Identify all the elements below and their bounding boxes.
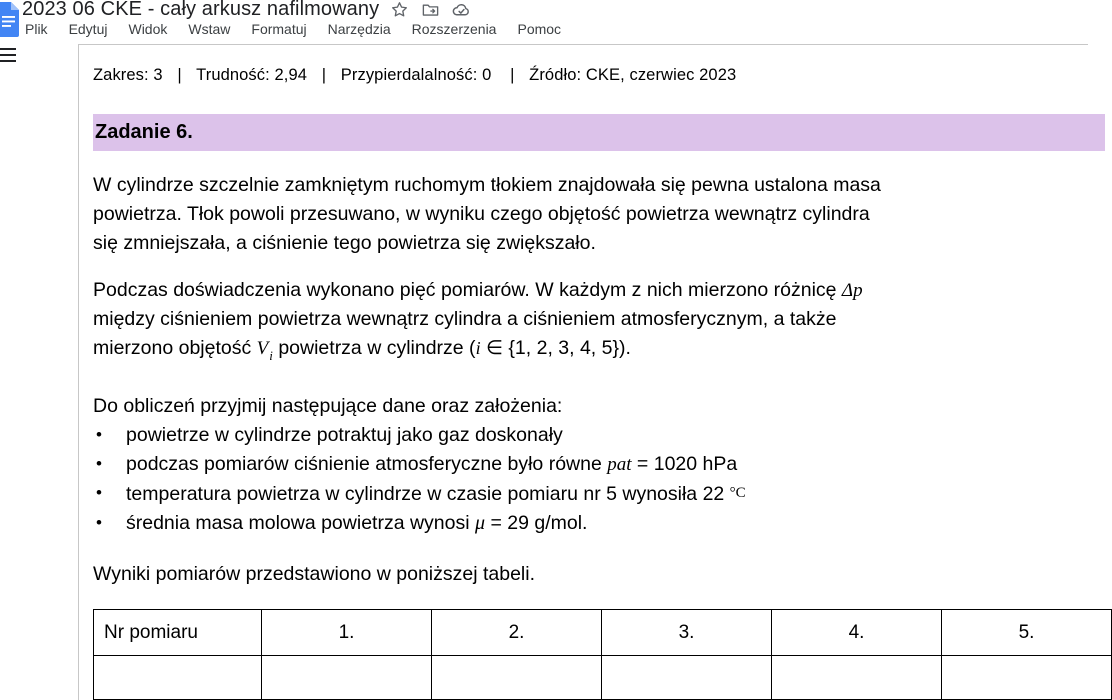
menu-item-pomoc[interactable]: Pomoc [517,21,562,37]
measurements-table[interactable] [93,609,1112,700]
paragraph-1 [93,171,1088,258]
table-cell-empty [262,656,432,700]
degrees-celsius-unit: °C [729,485,746,501]
google-docs-icon[interactable] [0,1,23,37]
assumption-2-text: podczas pomiarów ciśnienie atmosferyczne było równe [126,453,608,475]
paragraph-1-line-3: się zmniejszała, a ciśnienie tego powietrza się zwiększało. [93,232,596,254]
zrodlo-value: CKE, czerwiec 2023 [585,66,737,84]
menu-item-formatuj[interactable]: Formatuj [251,21,307,37]
metadata-line [93,64,1088,86]
mu-symbol: μ [474,512,486,534]
paragraph-2-line-3-text-c: ∈ {1, 2, 3, 4, 5}). [480,337,631,359]
meta-separator-3: | [510,66,515,84]
assumption-4-text: średnia masa molowa powietrza wynosi [126,512,475,534]
meta-separator-2: | [321,66,327,84]
trudnosc-value: 2,94 [274,66,308,84]
table-cell-measurement-4: 4. [772,610,942,656]
menu-item-wstaw[interactable]: Wstaw [188,21,231,37]
paragraph-2-line-1-text: Podczas doświadczenia wykonano pięć pomiarów. W każdym z nich mierzono różnicę [93,279,842,301]
paragraph-2 [93,276,1088,370]
assumptions-list [93,421,1088,538]
table-cell-measurement-1: 1. [262,610,432,656]
document-scroll-area[interactable] [0,44,1068,643]
trudnosc-label: Trudność: [196,66,270,84]
table-cell-measurement-2: 2. [432,610,602,656]
paragraph-2-line-3 [93,334,1088,370]
table-row [94,610,1112,656]
document-body[interactable] [93,64,1088,700]
volume-symbol: V [256,338,269,359]
list-item [93,450,1088,479]
menu-item-edytuj[interactable]: Edytuj [68,21,108,37]
page-title[interactable]: 2023 06 CKE - cały arkusz nafilmowany [22,0,380,20]
paragraph-2-line-3-text-b: powietrza w cylindrze ( [272,337,476,359]
hamburger-menu-icon[interactable] [0,48,16,64]
zakres-label: Zakres: [93,66,149,84]
assumption-2-value: = 1020 hPa [631,453,738,475]
docs-chrome [0,0,1068,44]
hamburger-line-2 [0,54,16,56]
assumption-4-value: = 29 g/mol. [485,512,588,534]
zakres-value: 3 [153,66,163,84]
paragraph-2-line-1 [93,276,1088,305]
index-symbol: i [475,338,481,358]
closing-line: Wyniki pomiarów przedstawiono w poniższej tabeli. [93,563,536,585]
volume-subscript: i [269,348,273,363]
hamburger-line-1 [0,48,16,50]
przypierdalalnosc-value: 0 [482,66,492,84]
table-cell-empty [772,656,942,700]
zrodlo-label: Źródło: [529,66,582,84]
cloud-saved-icon[interactable] [450,0,472,20]
menu-item-rozszerzenia[interactable]: Rozszerzenia [411,21,497,37]
move-to-folder-icon[interactable] [419,0,441,20]
table-cell-empty [432,656,602,700]
przypierdalalnosc-label: Przypierdalalność: [340,66,478,84]
table-cell-measurement-3: 3. [602,610,772,656]
assumption-1-text: powietrze w cylindrze potraktuj jako gaz doskonały [126,424,563,446]
list-item [93,421,1088,450]
paragraph-1-line-1: W cylindrze szczelnie zamkniętym ruchomym tłokiem znajdowała się pewna ustalona masa [93,174,881,196]
document-page[interactable] [78,44,1088,700]
star-icon[interactable] [388,0,410,20]
table-cell-measurement-5: 5. [942,610,1112,656]
assumption-3-text: temperatura powietrza w cylindrze w czasie pomiaru nr 5 wynosiła 22 [126,483,730,505]
paragraph-1-line-2: powietrza. Tłok powoli przesuwano, w wyniku czego objętość powietrza wewnątrz cylindra [93,203,870,225]
table-row-label: Nr pomiaru [94,610,262,656]
menu-item-plik[interactable]: Plik [25,21,48,37]
delta-p-symbol: Δp [841,280,863,301]
paragraph-2-line-2: między ciśnieniem powietrza wewnątrz cylindra a ciśnieniem atmosferycznym, a także [93,308,837,330]
menu-bar [24,19,562,39]
table-cell-empty [94,656,262,700]
hamburger-line-3 [0,60,16,62]
table-cell-empty [602,656,772,700]
assumptions-intro: Do obliczeń przyjmij następujące dane oraz założenia: [93,395,563,417]
table-cell-empty [942,656,1112,700]
table-row [94,656,1112,700]
menu-item-narzedzia[interactable]: Narzędzia [327,21,391,37]
meta-separator-1: | [177,66,182,84]
list-item [93,509,1088,538]
menu-item-widok[interactable]: Widok [128,21,168,37]
task-heading: Zadanie 6. [93,114,1105,151]
list-item [93,479,1088,509]
pat-symbol: pat [607,454,632,475]
paragraph-2-line-3-text-a: mierzono objętość [93,337,257,359]
